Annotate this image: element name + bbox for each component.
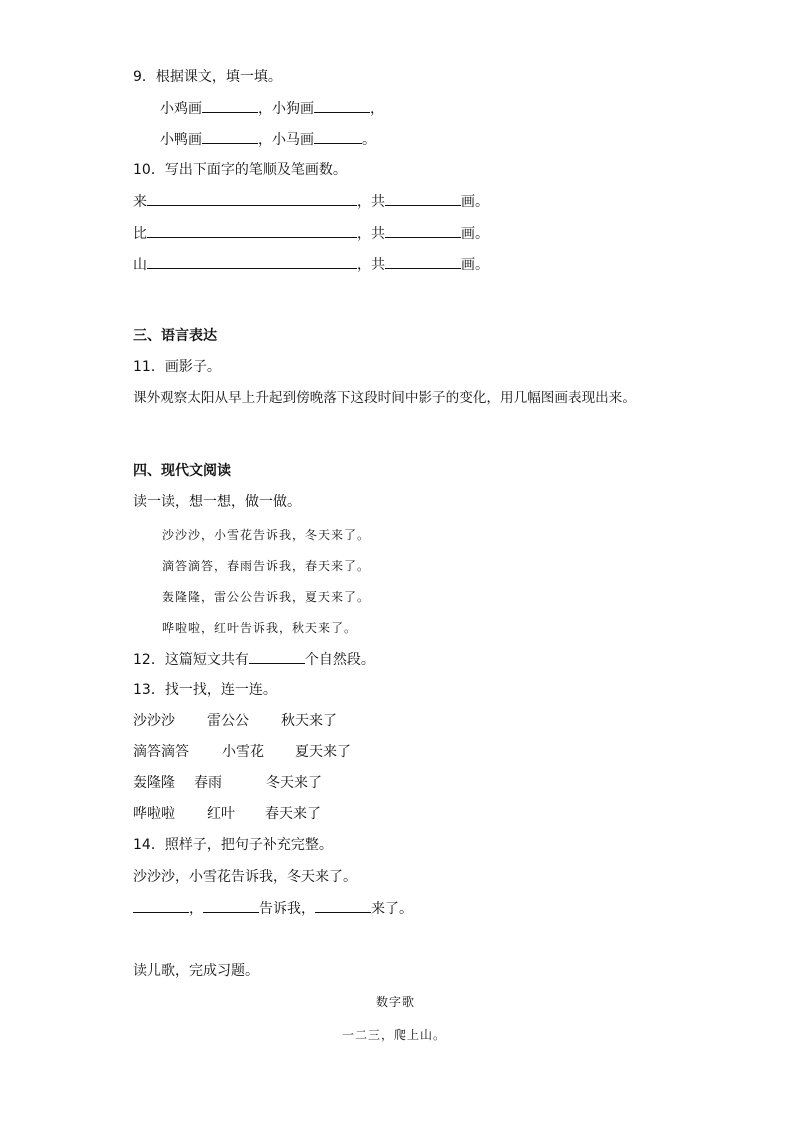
q10-mid-3: ，共 — [357, 257, 385, 273]
match-season-1[interactable]: 秋天来了 — [281, 713, 337, 729]
match-sound-2[interactable]: 滴答滴答 — [133, 744, 189, 760]
q12-suffix: 个自然段。 — [304, 652, 375, 668]
q14-title: 14．照样子，把句子补充完整。 — [133, 837, 333, 853]
q10-count-blank-2[interactable] — [385, 224, 461, 238]
match-season-4[interactable]: 春天来了 — [265, 806, 321, 822]
q10-end-3: 画。 — [461, 257, 489, 273]
q10-char-2: 比 — [133, 226, 147, 242]
q10-end-2: 画。 — [461, 226, 489, 242]
q10-row-1 — [133, 192, 489, 211]
q14-blank-2[interactable] — [203, 899, 259, 913]
q10-mid-2: ，共 — [357, 226, 385, 242]
q9-row2-a: 小鸭画 — [160, 132, 202, 148]
q9-row1-b: 小狗画 — [272, 101, 314, 117]
q10-count-blank-1[interactable] — [385, 192, 461, 206]
match-agent-3[interactable]: 春雨 — [194, 775, 222, 791]
q9-blank-1[interactable] — [202, 99, 258, 113]
q11-text: 课外观察太阳从早上升起到傍晚落下这段时间中影子的变化，用几幅图画表现出来。 — [133, 390, 636, 406]
q14-blank-line — [133, 899, 413, 918]
q10-char-3: 山 — [133, 257, 147, 273]
q9-title: 9．根据课文，填一填。 — [133, 69, 282, 85]
q9-blank-2[interactable] — [314, 99, 370, 113]
q9-row2-b: 小马画 — [272, 132, 314, 148]
section3-heading: 三、语言表达 — [133, 328, 217, 344]
q13-title: 13．找一找，连一连。 — [133, 682, 277, 698]
q14-example: 沙沙沙，小雪花告诉我，冬天来了。 — [133, 869, 357, 885]
q14-sep: ， — [189, 901, 203, 917]
song-intro: 读儿歌，完成习题。 — [133, 963, 259, 979]
q9-row1-end: ， — [370, 101, 384, 117]
poem-line-3: 轰隆隆，雷公公告诉我，夏天来了。 — [162, 590, 371, 604]
match-agent-2[interactable]: 小雪花 — [222, 744, 264, 760]
q9-blank-4[interactable] — [314, 130, 362, 144]
q9-blank-3[interactable] — [202, 130, 258, 144]
q11-title: 11．画影子。 — [133, 359, 221, 375]
q10-row-3 — [133, 255, 489, 274]
match-row-2 — [133, 743, 351, 761]
q12 — [133, 650, 375, 669]
match-sound-4[interactable]: 哗啦啦 — [133, 806, 175, 822]
q9-row2-end: 。 — [362, 132, 376, 148]
q10-row-2 — [133, 224, 489, 243]
q14-told: 告诉我， — [259, 901, 315, 917]
q10-end-1: 画。 — [461, 194, 489, 210]
q12-prefix: 12．这篇短文共有 — [133, 652, 249, 668]
poem-line-1: 沙沙沙，小雪花告诉我，冬天来了。 — [162, 528, 371, 542]
match-season-3[interactable]: 冬天来了 — [266, 775, 322, 791]
q9-row2 — [160, 130, 376, 149]
q9-row2-sep: ， — [258, 132, 272, 148]
q9-row1 — [160, 99, 384, 118]
poem-line-4: 哗啦啦，红叶告诉我，秋天来了。 — [162, 621, 358, 635]
q10-mid-1: ，共 — [357, 194, 385, 210]
match-row-1 — [133, 712, 337, 730]
q10-title: 10．写出下面字的笔顺及笔画数。 — [133, 162, 347, 178]
match-row-3 — [133, 774, 322, 792]
reading-intro: 读一读，想一想，做一做。 — [133, 494, 301, 510]
q10-stroke-blank-2[interactable] — [147, 224, 357, 238]
q10-count-blank-3[interactable] — [385, 255, 461, 269]
q14-blank-3[interactable] — [315, 899, 371, 913]
match-season-2[interactable]: 夏天来了 — [295, 744, 351, 760]
match-sound-3[interactable]: 轰隆隆 — [133, 775, 175, 791]
q10-stroke-blank-1[interactable] — [147, 192, 357, 206]
q14-blank-1[interactable] — [133, 899, 189, 913]
section4-heading: 四、现代文阅读 — [133, 463, 231, 479]
q9-row1-a: 小鸡画 — [160, 101, 202, 117]
q12-blank[interactable] — [249, 650, 305, 664]
q14-end: 来了。 — [371, 901, 413, 917]
q9-row1-sep: ， — [258, 101, 272, 117]
q10-stroke-blank-3[interactable] — [147, 255, 357, 269]
song-title: 数字歌 — [376, 995, 416, 1009]
match-agent-4[interactable]: 红叶 — [207, 806, 235, 822]
match-sound-1[interactable]: 沙沙沙 — [133, 713, 175, 729]
match-agent-1[interactable]: 雷公公 — [207, 713, 249, 729]
match-row-4 — [133, 805, 321, 823]
song-line-1: 一二三，爬上山。 — [342, 1028, 447, 1042]
q10-char-1: 来 — [133, 194, 147, 210]
poem-line-2: 滴答滴答，春雨告诉我，春天来了。 — [162, 559, 371, 573]
